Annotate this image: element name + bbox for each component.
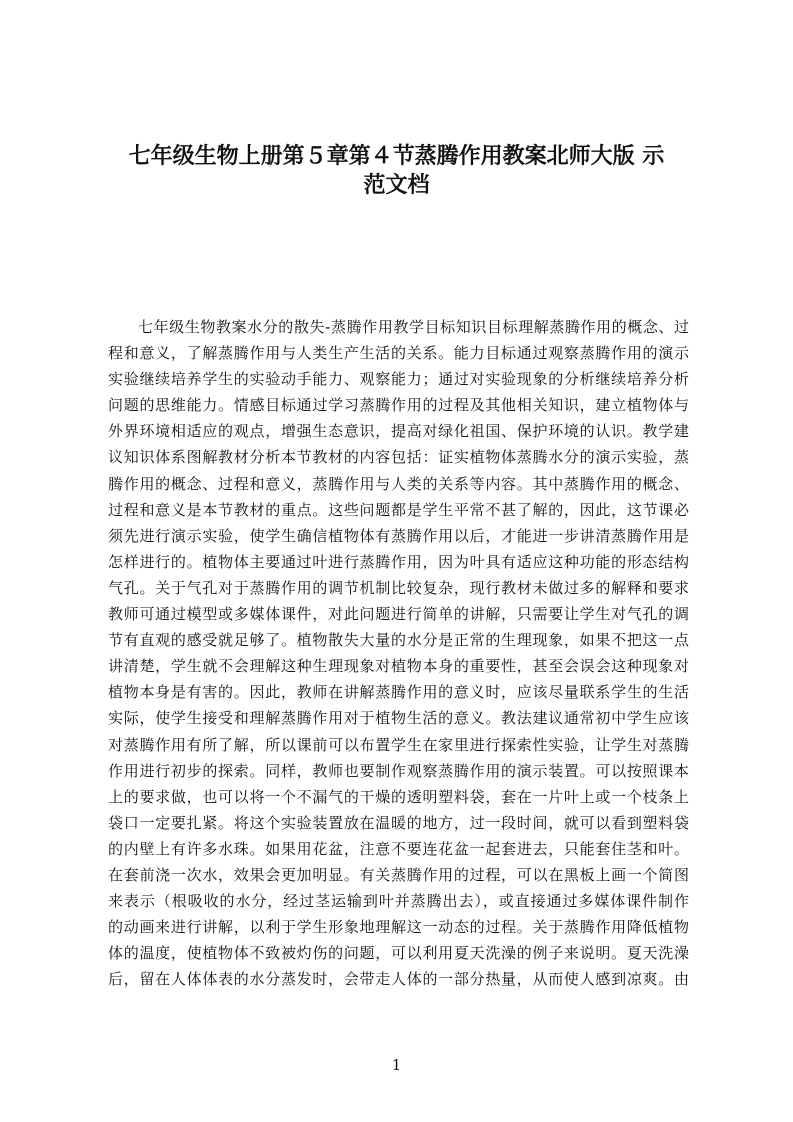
body-paragraph <box>108 314 689 992</box>
body-line: 过程和意义是本节教材的重点。这些问题都是学生平常不甚了解的，因此，这节课必 <box>108 500 689 519</box>
body-line: 在套前浇一次水，效果会更加明显。有关蒸腾作用的过程，可以在黑板上画一个简图 <box>108 865 689 884</box>
body-line: 七年级生物教案水分的散失-蒸腾作用教学目标知识目标理解蒸腾作用的概念、过 <box>138 318 689 336</box>
body-line: 体的温度，使植物体不致被灼伤的问题，可以利用夏天洗澡的例子来说明。夏天洗澡 <box>108 944 689 963</box>
title-line: 七年级生物上册第５章第４节蒸腾作用教案北师大版 示 <box>128 144 665 169</box>
body-line: 实际，使学生接受和理解蒸腾作用对于植物生活的意义。教法建议通常初中学生应该 <box>108 709 689 728</box>
body-line: 须先进行演示实验，使学生确信植物体有蒸腾作用以后，才能进一步讲清蒸腾作用是 <box>108 526 689 545</box>
body-line: 实验继续培养学生的实验动手能力、观察能力；通过对实验现象的分析继续培养分析 <box>108 370 689 389</box>
body-line: 上的要求做，也可以将一个不漏气的干燥的透明塑料袋，套在一片叶上或一个枝条上 <box>108 787 689 806</box>
body-line: 教师可通过模型或多媒体课件，对此问题进行简单的讲解，只需要让学生对气孔的调 <box>108 605 689 624</box>
body-line: 节有直观的感受就足够了。植物散失大量的水分是正常的生理现象，如果不把这一点 <box>108 631 689 650</box>
body-line: 怎样进行的。植物体主要通过叶进行蒸腾作用，因为叶具有适应这种功能的形态结构 <box>108 552 689 571</box>
body-line: 外界环境相适应的观点，增强生态意识，提高对绿化祖国、保护环境的认识。教学建 <box>108 422 689 441</box>
body-line: 袋口一定要扎紧。将这个实验装置放在温暖的地方，过一段时间，就可以看到塑料袋 <box>108 813 689 832</box>
body-line: 的动画来进行讲解，以利于学生形象地理解这一动态的过程。关于蒸腾作用降低植物 <box>108 918 689 937</box>
body-line: 后，留在人体体表的水分蒸发时，会带走人体的一部分热量，从而使人感到凉爽。由 <box>108 970 689 989</box>
body-line: 程和意义，了解蒸腾作用与人类生产生活的关系。能力目标通过观察蒸腾作用的演示 <box>108 344 689 363</box>
title-line: 范文档 <box>363 173 430 198</box>
body-line: 腾作用的概念、过程和意义，蒸腾作用与人类的关系等内容。其中蒸腾作用的概念、 <box>108 474 689 493</box>
body-line: 讲清楚，学生就不会理解这种生理现象对植物本身的重要性，甚至会误会这种现象对 <box>108 657 689 676</box>
body-line: 气孔。关于气孔对于蒸腾作用的调节机制比较复杂，现行教材未做过多的解释和要求 <box>108 578 689 597</box>
body-line: 植物本身是有害的。因此，教师在讲解蒸腾作用的意义时，应该尽量联系学生的生活 <box>108 683 689 702</box>
body-line: 议知识体系图解教材分析本节教材的内容包括：证实植物体蒸腾水分的演示实验，蒸 <box>108 448 689 467</box>
body-line: 的内壁上有许多水珠。如果用花盆，注意不要连花盆一起套进去，只能套住茎和叶。 <box>108 839 689 858</box>
page-number: 1 <box>391 1056 402 1074</box>
body-line: 问题的思维能力。情感目标通过学习蒸腾作用的过程及其他相关知识，建立植物体与 <box>108 396 689 415</box>
body-line: 作用进行初步的探索。同样，教师也要制作观察蒸腾作用的演示装置。可以按照课本 <box>108 761 689 780</box>
body-line: 来表示（根吸收的水分，经过茎运输到叶并蒸腾出去），或直接通过多媒体课件制作 <box>108 892 689 911</box>
body-line: 对蒸腾作用有所了解，所以课前可以布置学生在家里进行探索性实验，让学生对蒸腾 <box>108 735 689 754</box>
document-title <box>100 142 693 200</box>
